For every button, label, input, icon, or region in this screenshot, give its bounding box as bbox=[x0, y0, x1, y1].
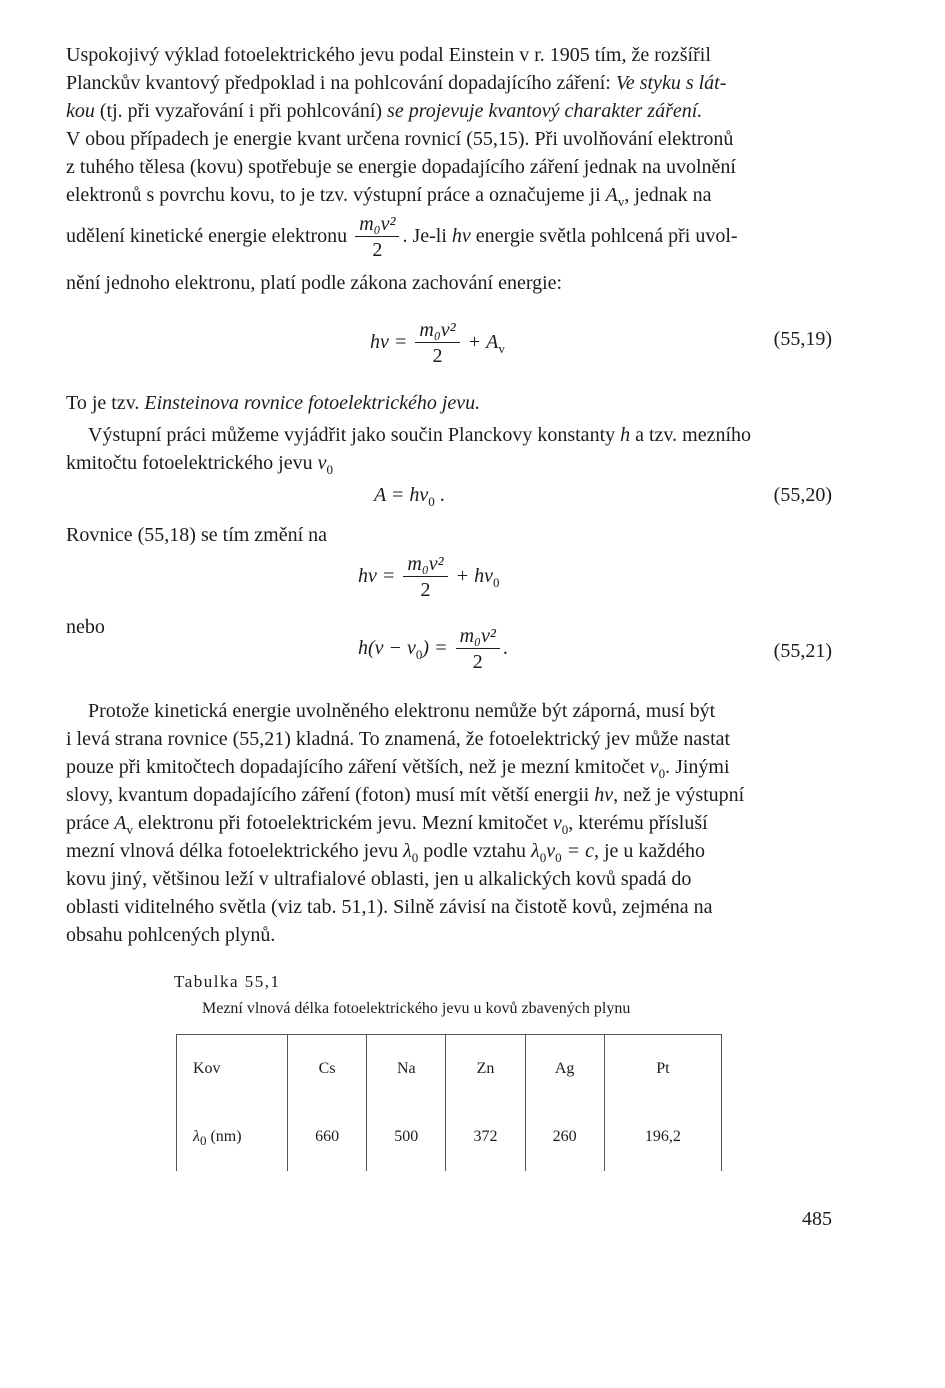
table-cell: 500 bbox=[367, 1103, 446, 1171]
eq-text: A = hν bbox=[374, 484, 429, 506]
text-line bbox=[66, 866, 691, 893]
text: (tj. při vyzařování i při pohlcování) bbox=[94, 100, 388, 122]
text: , jednak na bbox=[624, 184, 712, 206]
emphasis: kou bbox=[66, 100, 95, 122]
text: elektronu při fotoelektrickém jevu. Mezní kmitočet bbox=[133, 812, 553, 834]
table-header-cell: Zn bbox=[446, 1035, 525, 1104]
text: obsahu pohlcených plynů. bbox=[66, 924, 276, 946]
equation-55-21 bbox=[358, 624, 508, 675]
text: To je tzv. bbox=[66, 392, 145, 414]
text-line bbox=[66, 212, 738, 263]
fraction-denominator: 2 bbox=[472, 651, 483, 673]
page-number: 485 bbox=[802, 1208, 832, 1230]
fraction-denominator: 2 bbox=[372, 239, 383, 261]
text-line: nebo bbox=[66, 616, 105, 638]
text: kmitočtu fotoelektrického jevu bbox=[66, 452, 318, 474]
eq-lhs-tail: ) = bbox=[422, 637, 448, 660]
text: podle vztahu bbox=[418, 840, 532, 862]
fraction bbox=[415, 318, 459, 369]
text: nění jednoho elektronu, platí podle zákona zachování energie: bbox=[66, 272, 563, 294]
math-var: λ bbox=[403, 840, 412, 862]
text: Protože kinetická energie uvolněného elektronu nemůže být záporná, musí být bbox=[88, 700, 716, 722]
fraction-denominator: 2 bbox=[420, 579, 431, 601]
text: , než je výstupní bbox=[613, 784, 745, 806]
text: udělení kinetické energie elektronu bbox=[66, 225, 348, 247]
text-line bbox=[66, 70, 726, 97]
text: i levá strana rovnice (55,21) kladná. To znamená, že fotoelektrický jev může nastat bbox=[66, 728, 731, 750]
table-header-cell: Kov bbox=[177, 1035, 288, 1104]
text-line bbox=[66, 390, 480, 417]
subscript: 0 bbox=[428, 494, 435, 509]
subscript: 0 bbox=[411, 850, 419, 865]
text: . Jinými bbox=[665, 756, 730, 778]
equation-55-19 bbox=[370, 318, 505, 369]
equation-number: (55,20) bbox=[773, 484, 832, 506]
equation-number: (55,21) bbox=[773, 640, 832, 662]
eq-rhs: + A bbox=[467, 331, 499, 354]
text-line bbox=[66, 182, 712, 209]
text-line bbox=[88, 698, 715, 725]
math-var: ν bbox=[649, 756, 659, 778]
text: , kterému přísluší bbox=[568, 812, 708, 834]
page bbox=[66, 0, 832, 1388]
text: elektronů s povrchu kovu, to je tzv. výstupní práce a označujeme ji bbox=[66, 184, 606, 206]
emphasis: se projevuje kvantový charakter záření. bbox=[387, 100, 703, 122]
emphasis: Ve styku s lát- bbox=[615, 72, 727, 94]
subscript: 0 bbox=[493, 575, 500, 591]
text: Planckův kvantový předpoklad i na pohlcování dopadajícího záření: bbox=[66, 72, 616, 94]
math-var: A bbox=[114, 812, 127, 834]
fraction-numerator: m₀v² bbox=[415, 318, 459, 343]
math-var: A bbox=[605, 184, 618, 206]
table-header-cell: Na bbox=[367, 1035, 446, 1104]
text: oblasti viditelného světla (viz tab. 51,1). Silně závisí na čistotě kovů, zejména na bbox=[66, 896, 713, 918]
table-title: Tabulka 55,1 bbox=[174, 972, 281, 991]
fraction-numerator: m₀v² bbox=[456, 624, 500, 649]
unit: (nm) bbox=[206, 1128, 242, 1145]
eq-lhs: h(ν − ν bbox=[358, 637, 416, 660]
table-row bbox=[177, 1103, 722, 1171]
eq-lhs: hν = bbox=[370, 331, 408, 354]
eq-tail: . bbox=[434, 484, 445, 506]
fraction bbox=[456, 624, 500, 675]
text-line bbox=[66, 154, 736, 181]
emphasis: Einsteinova rovnice fotoelektrického jevu. bbox=[144, 392, 481, 414]
math-var: = c bbox=[561, 840, 594, 862]
text: a tzv. mezního bbox=[630, 424, 752, 446]
text-line bbox=[66, 126, 733, 153]
table-row-label bbox=[177, 1103, 288, 1171]
fraction-numerator: m₀v² bbox=[403, 552, 447, 577]
equation-intermediate bbox=[358, 552, 500, 603]
subscript: 0 bbox=[199, 1133, 207, 1149]
text-line bbox=[66, 42, 832, 69]
fraction bbox=[355, 212, 399, 263]
subscript: 0 bbox=[539, 850, 547, 865]
math-var: λ bbox=[193, 1128, 200, 1145]
subscript: v bbox=[126, 822, 134, 837]
fraction-denominator: 2 bbox=[432, 345, 443, 367]
table-cell: 260 bbox=[525, 1103, 604, 1171]
text: . Je-li bbox=[402, 225, 452, 247]
text-line bbox=[66, 270, 562, 297]
fraction-numerator: m₀v² bbox=[355, 212, 399, 237]
eq-tail: . bbox=[502, 637, 508, 660]
text-line: Rovnice (55,18) se tím změní na bbox=[66, 524, 328, 546]
text: kovu jiný, většinou leží v ultrafialové oblasti, jen u alkalických kovů spadá do bbox=[66, 868, 692, 890]
equation-55-20 bbox=[374, 482, 445, 509]
math-var: ν bbox=[546, 840, 556, 862]
math-var: hν bbox=[451, 225, 471, 247]
data-table bbox=[176, 1034, 722, 1171]
eq-rhs: + hν bbox=[455, 565, 494, 588]
text-line bbox=[66, 838, 705, 865]
text: , je u každého bbox=[593, 840, 706, 862]
subscript: v bbox=[498, 341, 505, 357]
math-var: hν bbox=[594, 784, 614, 806]
text: energie světla pohlcená při uvol- bbox=[470, 225, 738, 247]
text: V obou případech je energie kvant určena rovnicí (55,15). Při uvolňování elektronů bbox=[66, 128, 734, 150]
fraction bbox=[403, 552, 447, 603]
table-header-row bbox=[177, 1035, 722, 1104]
table-header-cell: Pt bbox=[604, 1035, 721, 1104]
subscript: 0 bbox=[555, 850, 562, 865]
text: Výstupní práci můžeme vyjádřit jako součin Planckovy konstanty bbox=[88, 424, 621, 446]
text: slovy, kvantum dopadajícího záření (foton) musí mít větší energii bbox=[66, 784, 595, 806]
math-var: h bbox=[620, 424, 631, 446]
equation-number: (55,19) bbox=[773, 328, 832, 350]
table-cell: 372 bbox=[446, 1103, 525, 1171]
text: Uspokojivý výklad fotoelektrického jevu podal Einstein v r. 1905 tím, že rozšířil bbox=[66, 44, 711, 66]
text: z tuhého tělesa (kovu) spotřebuje se energie dopadajícího záření jednak na uvolnění bbox=[66, 156, 736, 178]
text-line bbox=[88, 422, 751, 449]
text: pouze při kmitočtech dopadajícího záření větších, než je mezní kmitočet bbox=[66, 756, 650, 778]
table-cell: 196,2 bbox=[604, 1103, 721, 1171]
text-line bbox=[66, 754, 730, 781]
text-line bbox=[66, 726, 730, 753]
text-line bbox=[66, 894, 713, 921]
text-line bbox=[66, 782, 744, 809]
subscript: 0 bbox=[561, 822, 569, 837]
table-header-cell: Cs bbox=[288, 1035, 367, 1104]
eq-lhs: hν = bbox=[358, 565, 396, 588]
text-line bbox=[66, 922, 275, 949]
math-var: λ bbox=[531, 840, 540, 862]
table-subtitle: Mezní vlnová délka fotoelektrického jevu u kovů zbavených plynu bbox=[202, 1000, 631, 1017]
subscript: 0 bbox=[658, 766, 666, 781]
text: práce bbox=[66, 812, 115, 834]
text: mezní vlnová délka fotoelektrického jevu bbox=[66, 840, 404, 862]
text-line bbox=[66, 450, 333, 477]
subscript: v bbox=[617, 194, 625, 209]
subscript: 0 bbox=[415, 647, 423, 663]
table-header-cell: Ag bbox=[525, 1035, 604, 1104]
subscript: 0 bbox=[326, 462, 333, 477]
math-var: ν bbox=[552, 812, 562, 834]
text-line bbox=[66, 98, 702, 125]
text-line bbox=[66, 810, 708, 837]
math-var: ν bbox=[317, 452, 327, 474]
table-cell: 660 bbox=[288, 1103, 367, 1171]
